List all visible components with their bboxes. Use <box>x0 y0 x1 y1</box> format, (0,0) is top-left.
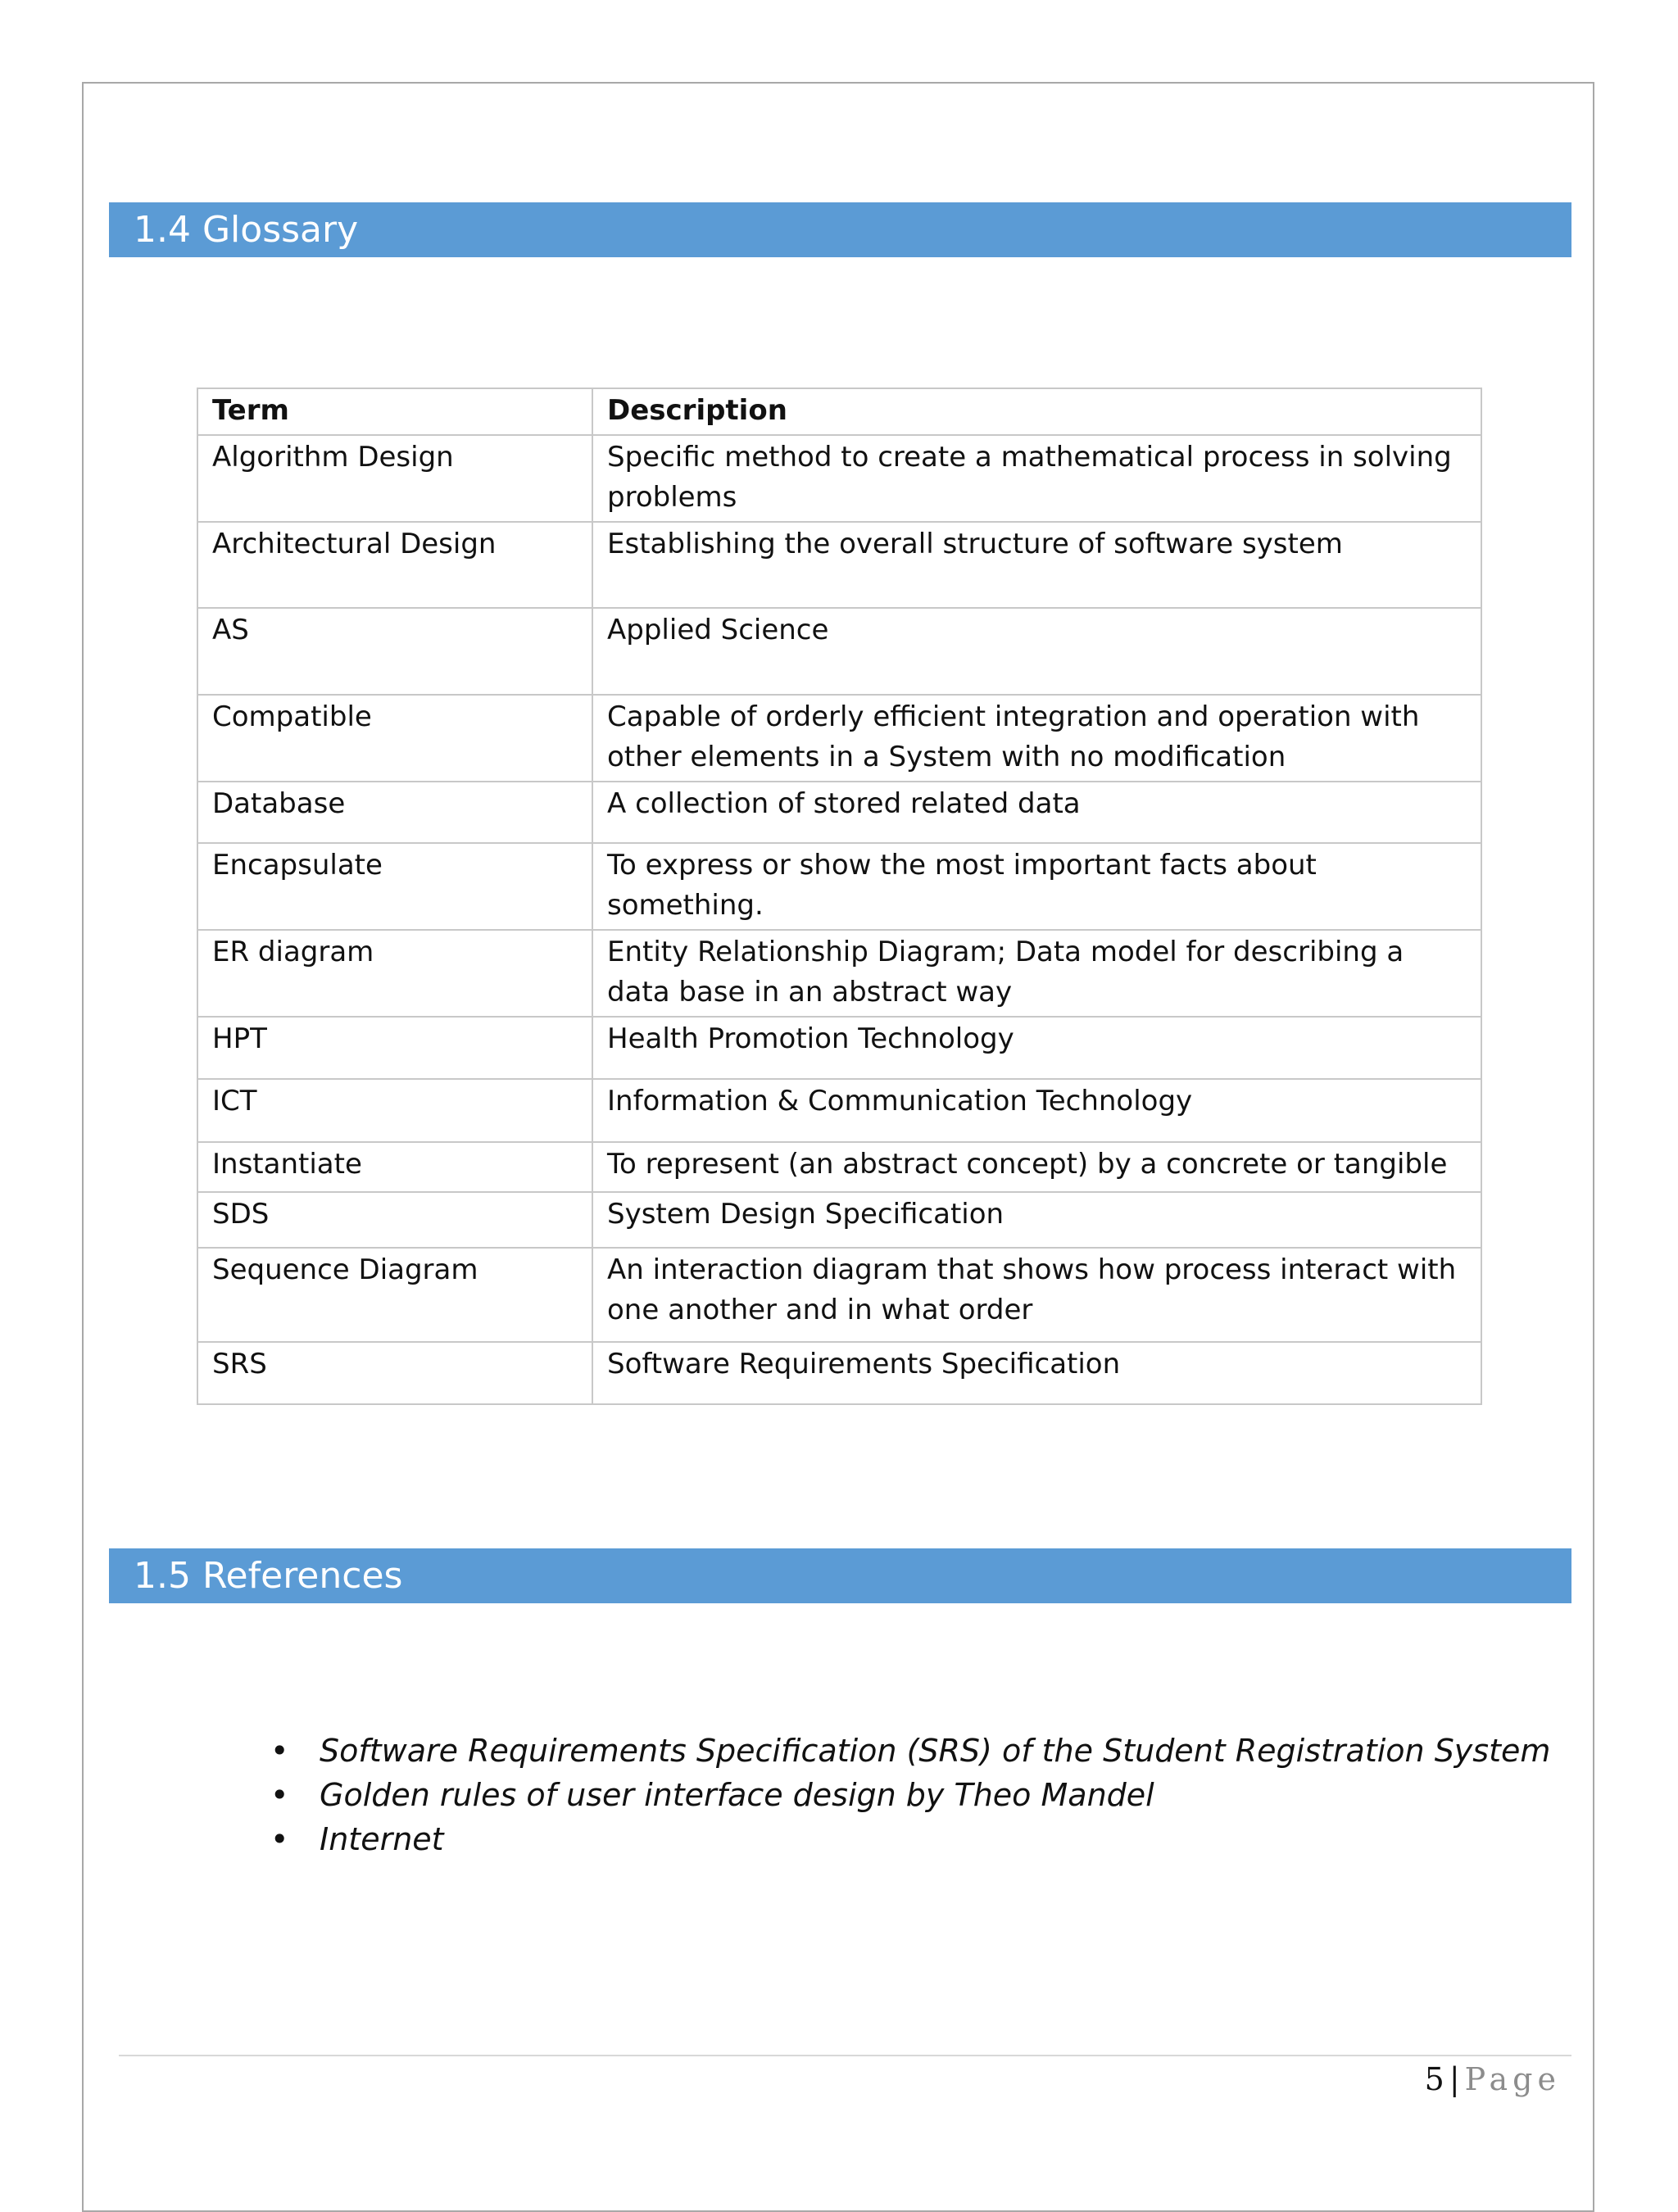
table-row <box>197 1017 1481 1079</box>
term-cell: Instantiate <box>197 1142 592 1192</box>
term-cell: Architectural Design <box>197 522 592 608</box>
description-cell: Information & Communication Technology <box>592 1079 1481 1142</box>
table-row <box>197 522 1481 608</box>
description-cell: Applied Science <box>592 608 1481 695</box>
term-cell: AS <box>197 608 592 695</box>
term-cell: Compatible <box>197 695 592 782</box>
table-row <box>197 843 1481 930</box>
page-label: Page <box>1464 2061 1561 2097</box>
list-item <box>262 1817 1550 1861</box>
reference-text: Internet <box>320 1821 444 1857</box>
table-row <box>197 782 1481 843</box>
term-cell: Sequence Diagram <box>197 1248 592 1342</box>
glossary-table <box>197 388 1482 1405</box>
table-row <box>197 1142 1481 1192</box>
bullet-icon: • <box>270 1821 289 1857</box>
description-column-header: Description <box>592 388 1481 435</box>
references-list <box>262 1729 1550 1861</box>
reference-text: Golden rules of user interface design by Theo Mandel <box>320 1777 1154 1813</box>
term-cell: Database <box>197 782 592 843</box>
description-cell: Software Requirements Specification <box>592 1342 1481 1404</box>
description-cell: Establishing the overall structure of software system <box>592 522 1481 608</box>
term-cell: HPT <box>197 1017 592 1079</box>
bullet-icon: • <box>270 1733 289 1769</box>
term-cell: ICT <box>197 1079 592 1142</box>
reference-text: Software Requirements Specification (SRS) of the Student Registration System <box>320 1733 1551 1769</box>
description-cell: Specific method to create a mathematical process in solving problems <box>592 435 1481 522</box>
table-row <box>197 435 1481 522</box>
footer-divider <box>119 2055 1571 2056</box>
list-item <box>262 1729 1550 1773</box>
term-cell: SDS <box>197 1192 592 1248</box>
term-cell: SRS <box>197 1342 592 1404</box>
bullet-icon: • <box>270 1777 289 1813</box>
page-number-separator: | <box>1449 2061 1460 2097</box>
description-cell: System Design Specification <box>592 1192 1481 1248</box>
description-cell: Capable of orderly efficient integration and operation with other elements in a System with no modification <box>592 695 1481 782</box>
glossary-heading: 1.4 Glossary <box>109 202 1571 257</box>
term-column-header: Term <box>197 388 592 435</box>
description-cell: Health Promotion Technology <box>592 1017 1481 1079</box>
description-cell: Entity Relationship Diagram; Data model for describing a data base in an abstract way <box>592 930 1481 1017</box>
table-row <box>197 695 1481 782</box>
term-cell: ER diagram <box>197 930 592 1017</box>
table-header-row <box>197 388 1481 435</box>
term-cell: Encapsulate <box>197 843 592 930</box>
description-cell: An interaction diagram that shows how process interact with one another and in what order <box>592 1248 1481 1342</box>
table-row <box>197 1248 1481 1342</box>
table-row <box>197 1079 1481 1142</box>
description-cell: A collection of stored related data <box>592 782 1481 843</box>
table-row <box>197 930 1481 1017</box>
description-cell: To express or show the most important facts about something. <box>592 843 1481 930</box>
table-row <box>197 1342 1481 1404</box>
description-cell: To represent (an abstract concept) by a concrete or tangible <box>592 1142 1481 1192</box>
table-row <box>197 608 1481 695</box>
page-number-value: 5 <box>1424 2061 1444 2097</box>
term-cell: Algorithm Design <box>197 435 592 522</box>
references-heading: 1.5 References <box>109 1548 1571 1603</box>
list-item <box>262 1773 1550 1817</box>
page-number <box>1425 2058 1561 2101</box>
table-row <box>197 1192 1481 1248</box>
